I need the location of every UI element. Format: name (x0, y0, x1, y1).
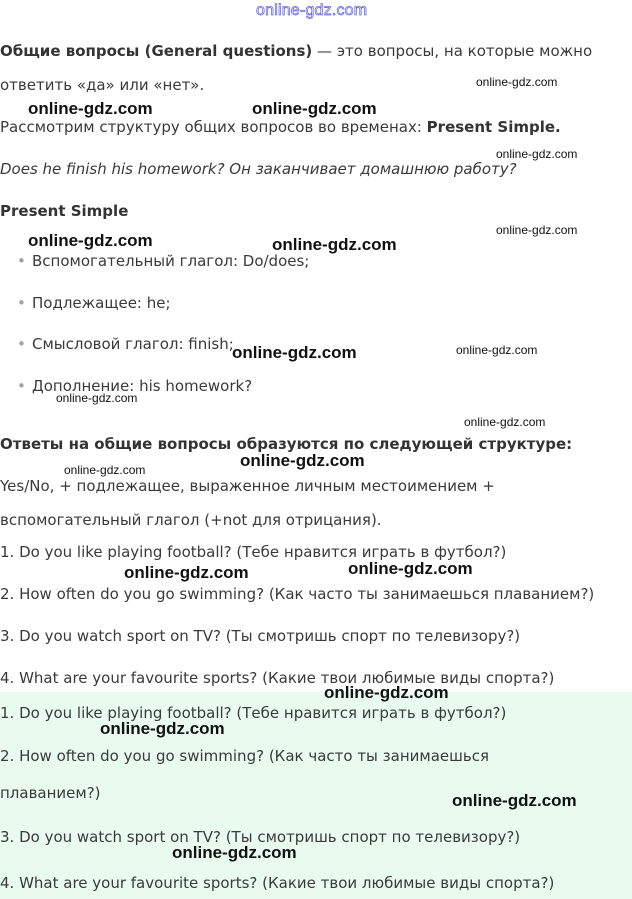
example-sentence: Does he finish his homework? Он заканчивает домашнюю работу? (0, 160, 517, 178)
watermark: online-gdz.com (324, 683, 449, 702)
intro-line-2: ответить «да» или «нет». (0, 76, 205, 94)
watermark: online-gdz.com (232, 343, 357, 362)
watermark: online-gdz.com (476, 75, 558, 89)
bullet-item (18, 294, 171, 312)
answer-line: 2. How often do you go swimming? (Как часто ты занимаешься (0, 747, 489, 765)
answers-title: Ответы на общие вопросы образуются по следующей структуре: (0, 435, 573, 453)
structure-intro-tense: Present Simple. (426, 118, 561, 136)
watermark: online-gdz.com (272, 235, 397, 254)
watermark: online-gdz.com (100, 719, 225, 738)
watermark: online-gdz.com (496, 223, 578, 237)
bullet-text: Смысловой глагол: finish; (32, 335, 234, 353)
answer-line: 3. Do you watch sport on TV? (Ты смотришь спорт по телевизору?) (0, 828, 521, 846)
watermark: online-gdz.com (456, 343, 538, 357)
bullet-text: Подлежащее: he; (32, 294, 171, 312)
top-watermark: online-gdz.com (256, 2, 368, 19)
answer-line: 1. Do you like playing football? (Тебе нравится играть в футбол?) (0, 704, 507, 722)
question-item: 2. How often do you go swimming? (Как часто ты занимаешься плаванием?) (0, 585, 595, 603)
section-title: Present Simple (0, 202, 129, 220)
intro-rest: — это вопросы, на которые можно (312, 42, 593, 60)
intro-line-1 (0, 42, 592, 60)
answers-rule-line-1: Yes/No, + подлежащее, выраженное личным местоимением + (0, 477, 495, 495)
watermark: online-gdz.com (464, 415, 546, 429)
watermark: online-gdz.com (240, 451, 365, 470)
bullet-item (18, 252, 309, 270)
watermark: online-gdz.com (56, 391, 138, 405)
question-item: 4. What are your favourite sports? (Какие твои любимые виды спорта?) (0, 669, 555, 687)
watermark: online-gdz.com (348, 559, 473, 578)
watermark: online-gdz.com (124, 563, 249, 582)
answer-line: 4. What are your favourite sports? (Какие твои любимые виды спорта?) (0, 874, 555, 892)
watermark: online-gdz.com (452, 791, 577, 810)
structure-intro (0, 118, 561, 136)
bullet-text: Дополнение: his homework? (32, 377, 253, 395)
bullet-item (18, 335, 234, 353)
watermark: online-gdz.com (496, 147, 578, 161)
structure-intro-text: Рассмотрим структуру общих вопросов во временах: (0, 118, 427, 136)
answer-line: плаванием?) (0, 784, 101, 802)
watermark: online-gdz.com (252, 99, 377, 118)
intro-bold: Общие вопросы (General questions) (0, 42, 313, 60)
watermark: online-gdz.com (28, 99, 153, 118)
watermark: online-gdz.com (28, 231, 153, 250)
question-item: 3. Do you watch sport on TV? (Ты смотришь спорт по телевизору?) (0, 627, 521, 645)
watermark: online-gdz.com (172, 843, 297, 862)
watermark: online-gdz.com (64, 463, 146, 477)
question-item: 1. Do you like playing football? (Тебе нравится играть в футбол?) (0, 543, 507, 561)
bullet-text: Вспомогательный глагол: Do/does; (32, 252, 310, 270)
answers-rule-line-2: вспомогательный глагол (+not для отрицания). (0, 511, 382, 529)
